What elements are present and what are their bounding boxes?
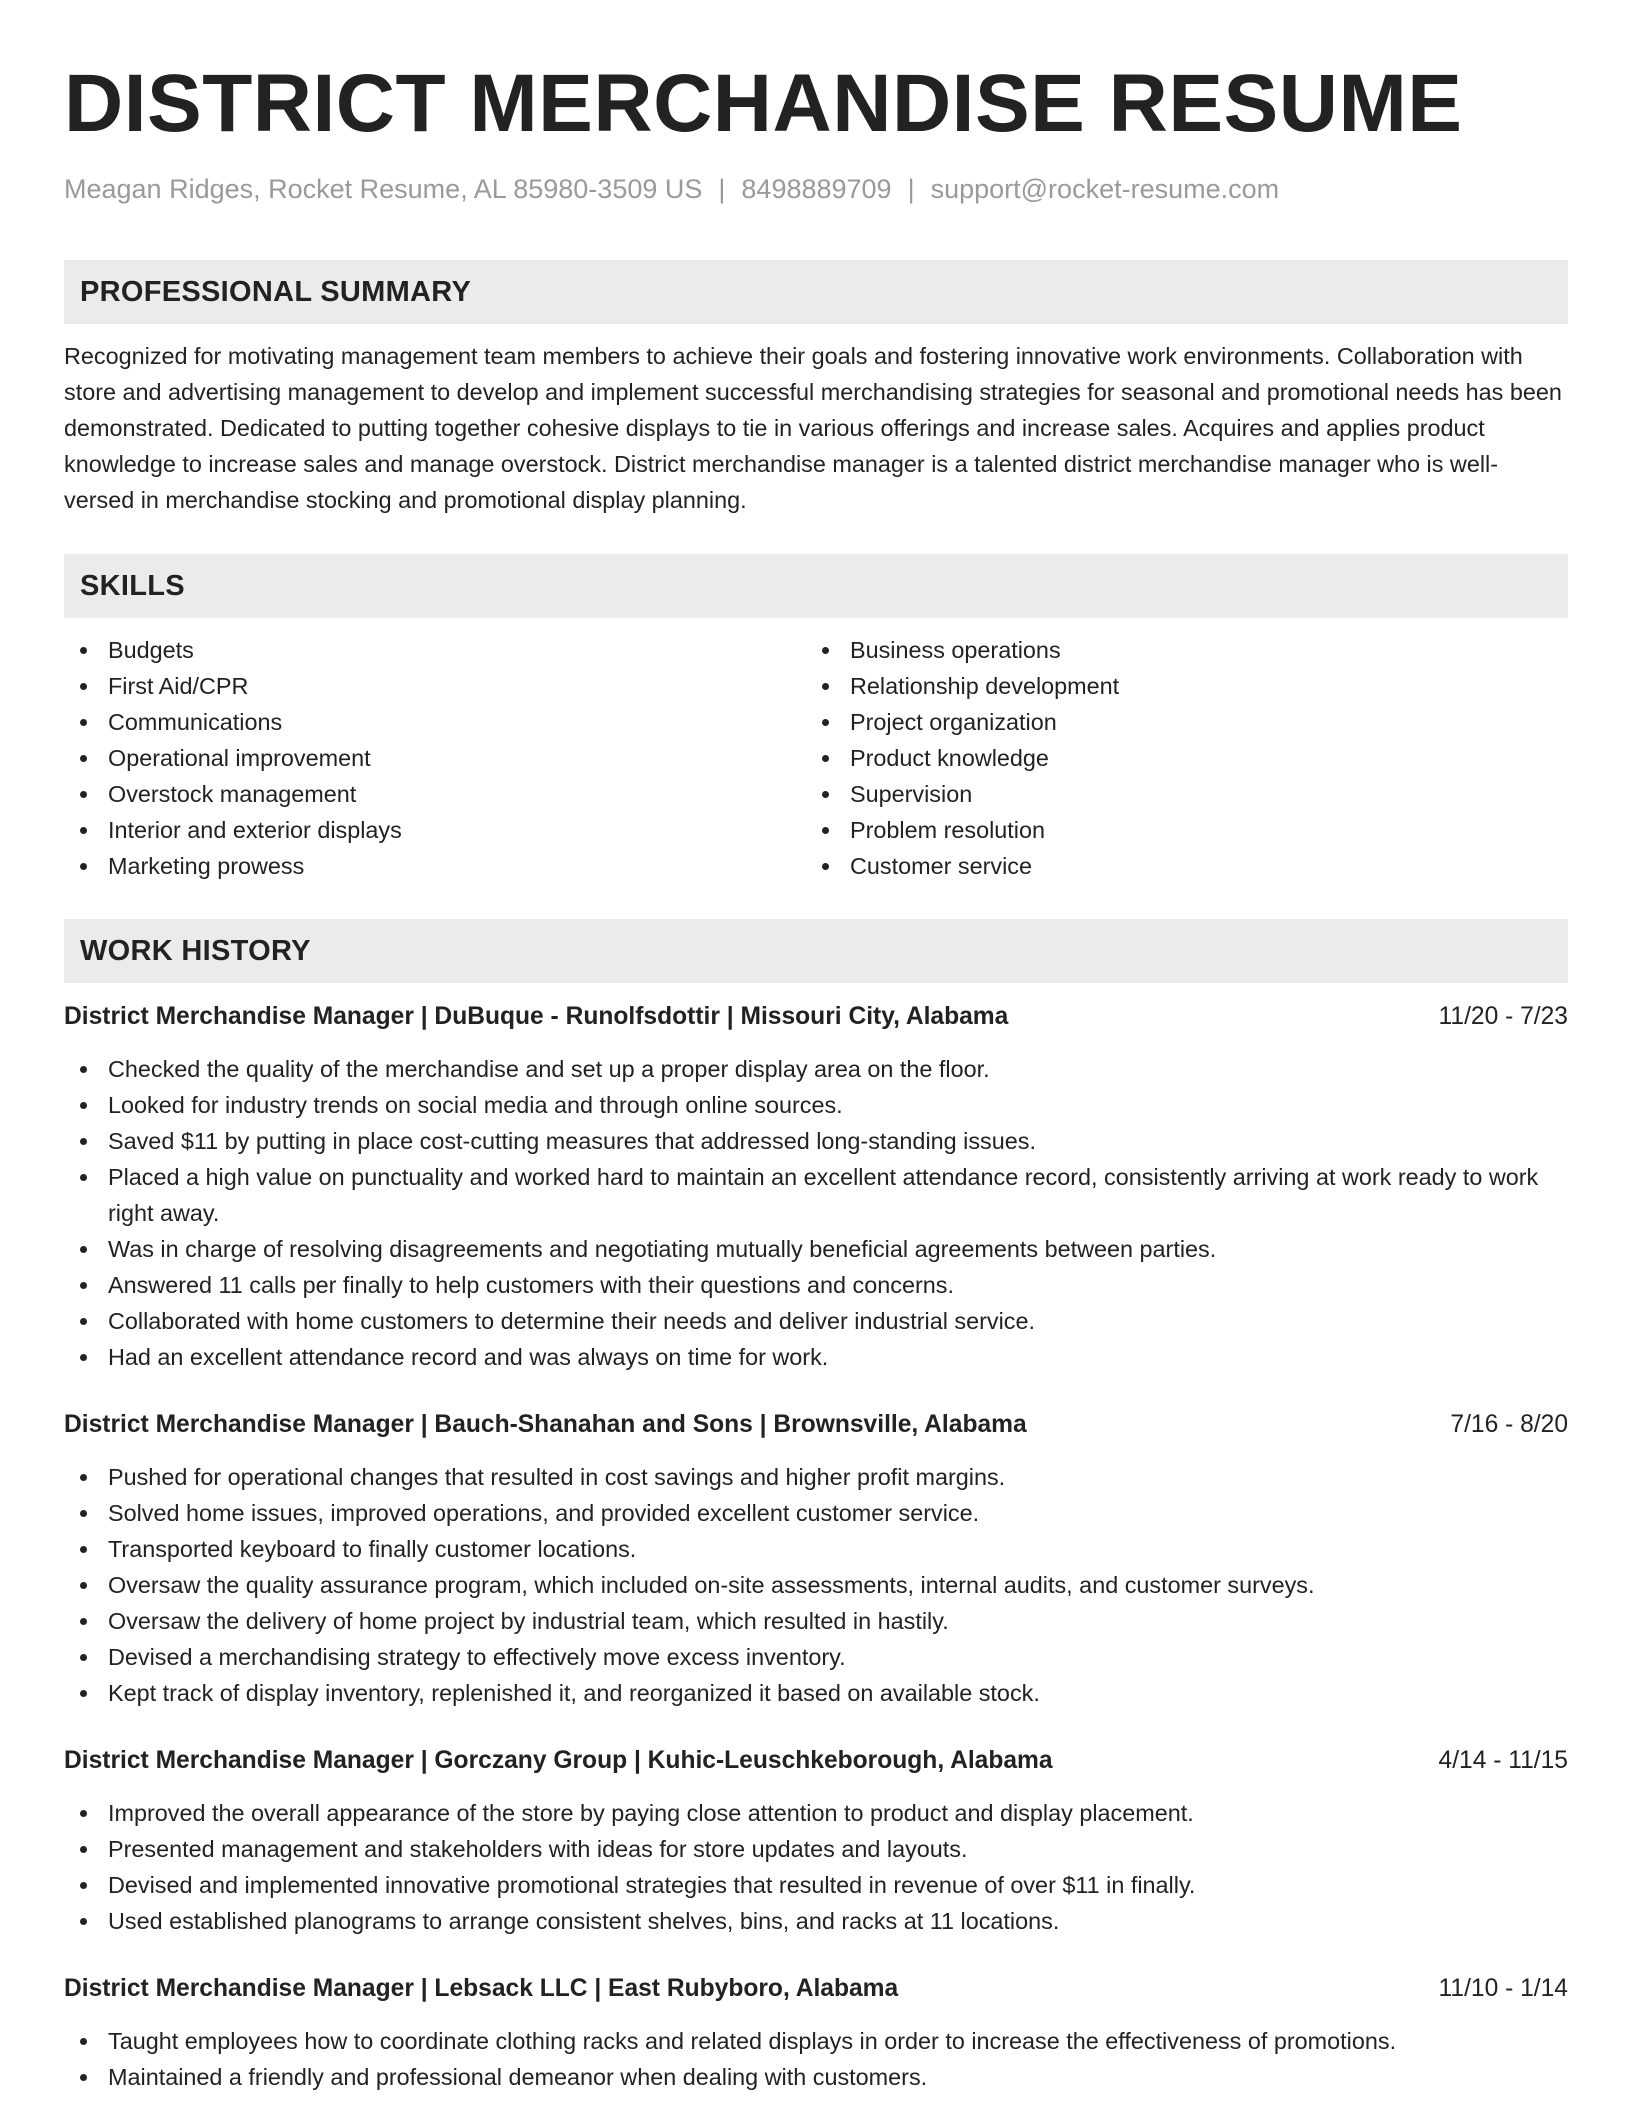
- contact-email: support@rocket-resume.com: [930, 174, 1280, 204]
- job-bullet: Transported keyboard to finally customer locations.: [64, 1531, 1568, 1567]
- skill-item: Problem resolution: [806, 812, 1548, 848]
- job-entry: [64, 999, 1568, 1375]
- job-title: District Merchandise Manager | DuBuque - Runolfsdottir | Missouri City, Alabama: [64, 1003, 1009, 1030]
- contact-phone: 8498889709: [741, 174, 892, 204]
- summary-text: Recognized for motivating management team members to achieve their goals and fostering innovative work environments. Collaboration with store and advertising management to develop and implement successful merchandising strategies for seasonal and promotional needs has been demonstrated. Dedicated to putting together cohesive displays to tie in various offerings and increase sales. Acquires and applies product knowledge to increase sales and manage overstock. District merchandise manager is a talented district merchandise manager who is well-versed in merchandise stocking and promotional display planning.: [64, 343, 1562, 513]
- skill-item: Relationship development: [806, 668, 1548, 704]
- skill-item: First Aid/CPR: [64, 668, 806, 704]
- job-bullets: [64, 1795, 1568, 1939]
- job-entry: [64, 1407, 1568, 1711]
- job-bullet: Had an excellent attendance record and was always on time for work.: [64, 1339, 1568, 1375]
- job-bullet: Looked for industry trends on social media and through online sources.: [64, 1087, 1568, 1123]
- job-bullet: Collaborated with home customers to determine their needs and deliver industrial service.: [64, 1303, 1568, 1339]
- skill-item: Overstock management: [64, 776, 806, 812]
- resume-page: [64, 54, 1568, 2095]
- job-title: District Merchandise Manager | Bauch-Shanahan and Sons | Brownsville, Alabama: [64, 1411, 1027, 1438]
- skill-item: Supervision: [806, 776, 1548, 812]
- job-dates: 11/20 - 7/23: [1438, 1003, 1568, 1030]
- skill-item: Product knowledge: [806, 740, 1548, 776]
- job-header: [64, 999, 1568, 1035]
- skill-item: Budgets: [64, 632, 806, 668]
- skill-item: Interior and exterior displays: [64, 812, 806, 848]
- job-dates: 11/10 - 1/14: [1438, 1975, 1568, 2002]
- job-title: District Merchandise Manager | Gorczany Group | Kuhic-Leuschkeborough, Alabama: [64, 1747, 1053, 1774]
- section-heading-summary: PROFESSIONAL SUMMARY: [64, 260, 1568, 324]
- job-bullet: Presented management and stakeholders with ideas for store updates and layouts.: [64, 1831, 1568, 1867]
- contact-line: [64, 172, 1568, 206]
- job-bullet: Improved the overall appearance of the store by paying close attention to product and display placement.: [64, 1795, 1568, 1831]
- job-dates: 4/14 - 11/15: [1438, 1747, 1568, 1774]
- job-bullet: Answered 11 calls per finally to help customers with their questions and concerns.: [64, 1267, 1568, 1303]
- job-bullet: Taught employees how to coordinate clothing racks and related displays in order to increase the effectiveness of promotions.: [64, 2023, 1568, 2059]
- job-bullets: [64, 2023, 1568, 2095]
- job-bullet: Oversaw the delivery of home project by industrial team, which resulted in hastily.: [64, 1603, 1568, 1639]
- job-bullet: Placed a high value on punctuality and worked hard to maintain an excellent attendance record, consistently arriving at work ready to work right away.: [64, 1159, 1568, 1231]
- job-bullet: Kept track of display inventory, replenished it, and reorganized it based on available stock.: [64, 1675, 1568, 1711]
- skills-list: [64, 632, 1568, 884]
- job-entry: [64, 1743, 1568, 1939]
- job-bullets: [64, 1459, 1568, 1711]
- skill-item: Project organization: [806, 704, 1548, 740]
- job-title: District Merchandise Manager | Lebsack LLC | East Rubyboro, Alabama: [64, 1975, 899, 2002]
- skill-item: Customer service: [806, 848, 1548, 884]
- skill-item: Operational improvement: [64, 740, 806, 776]
- job-bullet: Was in charge of resolving disagreements and negotiating mutually beneficial agreements between parties.: [64, 1231, 1568, 1267]
- job-bullet: Devised and implemented innovative promotional strategies that resulted in revenue of over $11 in finally.: [64, 1867, 1568, 1903]
- job-bullet: Pushed for operational changes that resulted in cost savings and higher profit margins.: [64, 1459, 1568, 1495]
- skill-item: Marketing prowess: [64, 848, 806, 884]
- job-bullet: Solved home issues, improved operations, and provided excellent customer service.: [64, 1495, 1568, 1531]
- job-bullets: [64, 1051, 1568, 1375]
- section-heading-work-history: WORK HISTORY: [64, 919, 1568, 983]
- skill-item: Communications: [64, 704, 806, 740]
- job-entry: [64, 1971, 1568, 2095]
- job-bullet: Devised a merchandising strategy to effectively move excess inventory.: [64, 1639, 1568, 1675]
- job-bullet: Maintained a friendly and professional demeanor when dealing with customers.: [64, 2059, 1568, 2095]
- skills-column-left: [64, 632, 806, 884]
- job-bullet: Used established planograms to arrange consistent shelves, bins, and racks at 11 locations.: [64, 1903, 1568, 1939]
- contact-separator: |: [907, 174, 915, 204]
- job-header: [64, 1971, 1568, 2007]
- resume-title: DISTRICT MERCHANDISE RESUME: [64, 58, 1463, 149]
- job-header: [64, 1743, 1568, 1779]
- job-dates: 7/16 - 8/20: [1450, 1411, 1568, 1438]
- job-bullet: Saved $11 by putting in place cost-cutting measures that addressed long-standing issues.: [64, 1123, 1568, 1159]
- job-header: [64, 1407, 1568, 1443]
- contact-separator: |: [718, 174, 726, 204]
- skills-column-right: [806, 632, 1548, 884]
- job-bullet: Checked the quality of the merchandise and set up a proper display area on the floor.: [64, 1051, 1568, 1087]
- section-heading-skills: SKILLS: [64, 554, 1568, 618]
- job-bullet: Oversaw the quality assurance program, which included on-site assessments, internal audits, and customer surveys.: [64, 1567, 1568, 1603]
- contact-address: Meagan Ridges, Rocket Resume, AL 85980-3509 US: [64, 174, 703, 204]
- skill-item: Business operations: [806, 632, 1548, 668]
